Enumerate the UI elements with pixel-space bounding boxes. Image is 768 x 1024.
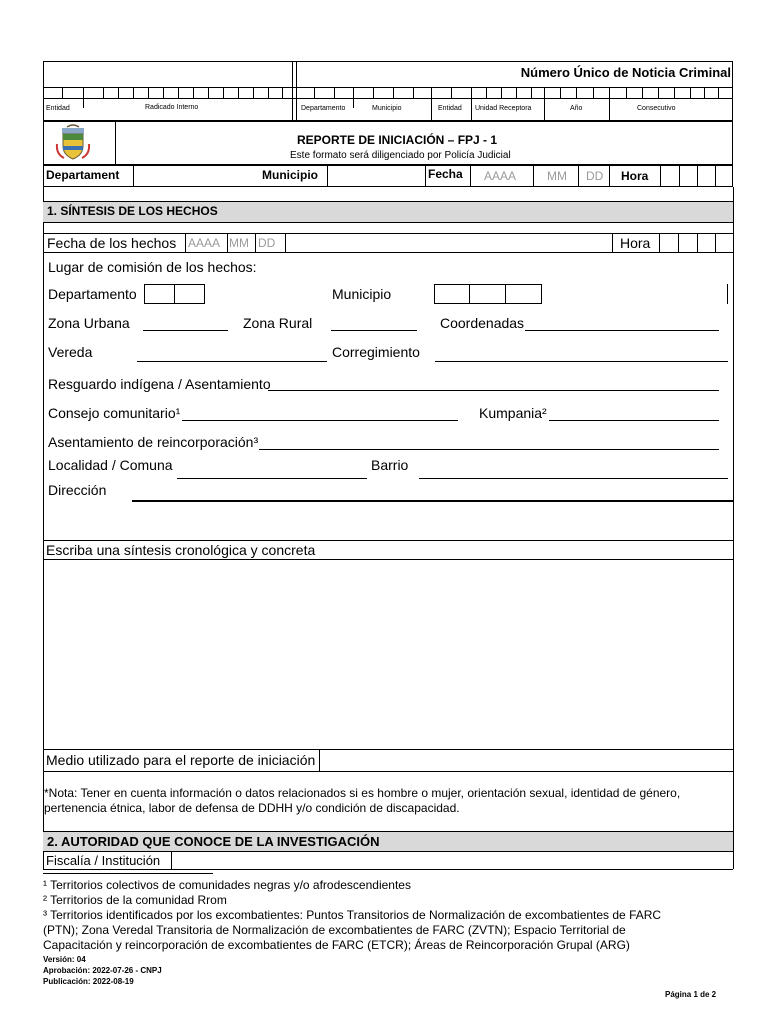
hora-hechos-input[interactable]: [660, 234, 733, 252]
fecha-month-input[interactable]: MM: [547, 169, 567, 183]
vereda-input[interactable]: [137, 361, 327, 362]
publicacion-text: Publicación: 2022-08-19: [43, 977, 134, 986]
corregimiento-input[interactable]: [435, 361, 728, 362]
hora-input[interactable]: [661, 166, 733, 186]
localidad-label: Localidad / Comuna: [48, 457, 173, 473]
kumpania-input[interactable]: [549, 420, 719, 421]
coordenadas-label: Coordenadas: [440, 315, 525, 331]
consejo-label: Consejo comunitario¹: [48, 405, 181, 421]
label-radicado-interno: Radicado Interno: [145, 104, 199, 111]
barrio-label: Barrio: [371, 457, 409, 473]
zona-rural-label: Zona Rural: [243, 315, 313, 331]
sintesis-label: Escriba una síntesis cronológica y concreta: [46, 542, 316, 558]
fiscalia-input[interactable]: [172, 852, 733, 869]
departamento-input[interactable]: [134, 166, 259, 186]
zona-rural-input[interactable]: [331, 330, 417, 331]
label-anio: Año: [570, 105, 583, 112]
resguardo-input[interactable]: [268, 390, 719, 391]
sintesis-textarea[interactable]: [44, 560, 733, 749]
footnote-3-line3: Capacitación y reincorporación de excombatientes de FARC (ETCR); Áreas de Reincorporación Grupal (ARG): [43, 938, 630, 952]
colombia-coat-of-arms-icon: [54, 124, 92, 162]
lugar-municipio-label: Municipio: [332, 286, 392, 302]
nota-line2: pertenencia étnica, labor de defensa de DDHH y/o condición de discapacidad.: [44, 801, 460, 815]
direccion-input[interactable]: [132, 500, 733, 502]
coordenadas-input[interactable]: [525, 330, 719, 331]
label-departamento-code: Departamento: [301, 105, 346, 112]
section1-title: 1. SÍNTESIS DE LOS HECHOS: [47, 204, 218, 218]
hora-label: Hora: [621, 169, 649, 183]
fecha-hechos-month-input[interactable]: MM: [229, 236, 249, 250]
footnote-3-line2: (PTN); Zona Veredal Transitoria de Normalización de excombatientes de FARC (ZVTN); Espacio Territorial de: [43, 923, 626, 937]
fecha-hechos-year-input[interactable]: AAAA: [188, 236, 221, 250]
label-unidad-receptora: Unidad Receptora: [475, 105, 532, 112]
barrio-input[interactable]: [419, 478, 728, 479]
corregimiento-label: Corregimiento: [332, 344, 420, 360]
localidad-input[interactable]: [177, 478, 367, 479]
municipio-input[interactable]: [328, 166, 424, 186]
hora-hechos-label: Hora: [620, 235, 651, 251]
departamento-label: Departament: [46, 168, 120, 182]
lugar-departamento-label: Departamento: [48, 286, 137, 302]
nunc-title: Número Único de Noticia Criminal: [520, 65, 731, 80]
label-consecutivo: Consecutivo: [637, 105, 676, 112]
version-text: Versión: 04: [43, 955, 86, 964]
vereda-label: Vereda: [48, 344, 93, 360]
fecha-label: Fecha: [428, 167, 463, 181]
footnote-1: ¹ Territorios colectivos de comunidades negras y/o afrodescendientes: [43, 878, 411, 892]
lugar-label: Lugar de comisión de los hechos:: [48, 259, 257, 275]
form-title: REPORTE DE INICIACIÓN – FPJ - 1: [297, 133, 498, 147]
label-entidad: Entidad: [46, 105, 70, 112]
resguardo-label: Resguardo indígena / Asentamiento: [48, 376, 271, 392]
medio-input[interactable]: [320, 750, 733, 771]
fecha-day-input[interactable]: DD: [586, 169, 604, 183]
footnote-3-line1: ³ Territorios identificados por los excombatientes: Puntos Transitorios de Normalización de excombatientes de FARC: [43, 908, 662, 922]
form-subtitle: Este formato será diligenciado por Policía Judicial: [290, 150, 511, 161]
consejo-input[interactable]: [182, 420, 458, 421]
page-number: Página 1 de 2: [665, 990, 717, 999]
fiscalia-label: Fiscalía / Institución: [46, 853, 161, 868]
fecha-hechos-label: Fecha de los hechos: [47, 235, 177, 251]
municipio-label: Municipio: [262, 168, 318, 182]
label-municipio-code: Municipio: [372, 105, 402, 112]
fecha-year-input[interactable]: AAAA: [484, 169, 517, 183]
direccion-label: Dirección: [48, 482, 107, 498]
section2-title: 2. AUTORIDAD QUE CONOCE DE LA INVESTIGACIÓN: [47, 834, 380, 849]
zona-urbana-input[interactable]: [143, 330, 228, 331]
footnote-2: ² Territorios de la comunidad Rrom: [43, 893, 227, 907]
kumpania-label: Kumpania²: [479, 405, 547, 421]
medio-label: Medio utilizado para el reporte de iniciación: [46, 752, 316, 768]
label-entidad-code: Entidad: [438, 105, 462, 112]
fecha-hechos-day-input[interactable]: DD: [258, 236, 276, 250]
asentamiento-input[interactable]: [259, 449, 719, 450]
asentamiento-label: Asentamiento de reincorporación³: [48, 434, 259, 450]
lugar-municipio-input[interactable]: [434, 284, 542, 304]
zona-urbana-label: Zona Urbana: [48, 315, 130, 331]
nota-line1: *Nota: Tener en cuenta información o datos relacionados si es hombre o mujer, orientación sexual, identidad de género,: [44, 786, 681, 800]
aprobacion-text: Aprobación: 2022-07-26 - CNPJ: [43, 966, 162, 975]
